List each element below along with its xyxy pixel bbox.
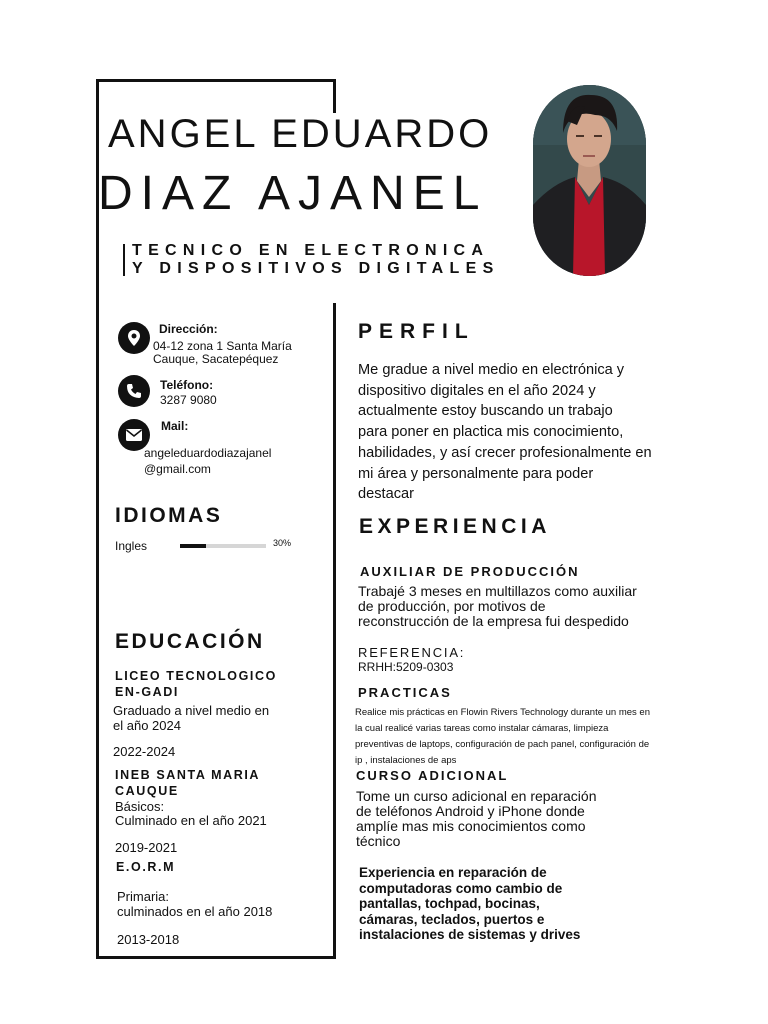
profile-line: habilidades, y así crecer profesionalmente en bbox=[358, 444, 652, 461]
education-desc-line1: Graduado a nivel medio en bbox=[113, 703, 270, 718]
practice-line: Realice mis prácticas en Flowin Rivers Technology durante un mes en bbox=[355, 707, 650, 718]
language-level-bar bbox=[180, 544, 266, 548]
course-line: amplíe mas mis conocimientos como bbox=[356, 818, 586, 834]
phone-label: Teléfono: bbox=[160, 378, 214, 392]
job-title-line1: TECNICO EN ELECTRONICA bbox=[132, 242, 490, 259]
job-title bbox=[132, 242, 500, 278]
education-title-line2: CAUQUE bbox=[115, 784, 179, 798]
experience-heading: EXPERIENCIA bbox=[359, 515, 551, 538]
mail-line1: angeleduardodiazajanel bbox=[144, 446, 272, 460]
education-item-title bbox=[115, 668, 277, 700]
practice-line: la cual realicé varias tareas como instalar cámaras, limpieza bbox=[355, 723, 609, 734]
profile-line: actualmente estoy buscando un trabajo bbox=[358, 403, 613, 420]
course-line: técnico bbox=[356, 833, 401, 849]
job-title-heading: AUXILIAR DE PRODUCCIÓN bbox=[360, 564, 580, 579]
address-line2: Cauque, Sacatepéquez bbox=[153, 352, 279, 366]
profile-line: para poner en plactica mis conocimiento, bbox=[358, 424, 624, 441]
frame-right-lower-line bbox=[333, 303, 336, 959]
profile-line: mi área y personalmente para poder bbox=[358, 465, 594, 482]
job-description bbox=[358, 584, 637, 629]
reference-value: RRHH:5209-0303 bbox=[358, 660, 454, 674]
course-line: Tome un curso adicional en reparación bbox=[356, 788, 597, 804]
frame-top-line bbox=[96, 79, 336, 82]
location-pin-icon bbox=[118, 322, 150, 354]
extra-line: pantallas, tochpad, bocinas, bbox=[359, 896, 540, 911]
mail-label: Mail: bbox=[161, 419, 189, 433]
reference-label: REFERENCIA: bbox=[358, 645, 466, 660]
job-line: Trabajé 3 meses en multillazos como auxiliar bbox=[358, 583, 637, 599]
frame-right-top-line bbox=[333, 79, 336, 113]
languages-heading: IDIOMAS bbox=[115, 504, 223, 527]
practice-heading: PRACTICAS bbox=[358, 685, 452, 700]
education-years: 2022-2024 bbox=[113, 744, 176, 759]
job-line: de producción, por motivos de bbox=[358, 598, 546, 614]
phone-value: 3287 9080 bbox=[160, 393, 217, 407]
extra-experience bbox=[359, 865, 580, 943]
practice-description bbox=[355, 705, 650, 769]
mail-line2: @gmail.com bbox=[144, 462, 211, 476]
extra-line: Experiencia en reparación de bbox=[359, 865, 547, 880]
job-title-line2: Y DISPOSITIVOS DIGITALES bbox=[132, 260, 500, 277]
language-row bbox=[115, 538, 315, 554]
course-heading: CURSO ADICIONAL bbox=[356, 768, 509, 783]
profile-line: destacar bbox=[358, 486, 414, 503]
education-title-line1: LICEO TECNOLOGICO bbox=[115, 669, 277, 683]
address-label: Dirección: bbox=[159, 322, 218, 336]
job-line: reconstrucción de la empresa fui despedido bbox=[358, 613, 629, 629]
name-first-line: ANGEL EDUARDO bbox=[108, 112, 493, 156]
language-name: Ingles bbox=[115, 539, 148, 553]
education-desc-line2: culminados en el año 2018 bbox=[117, 904, 273, 919]
profile-line: Me gradue a nivel medio en electrónica y bbox=[358, 362, 625, 378]
phone-icon bbox=[118, 375, 150, 407]
frame-bottom-line bbox=[96, 956, 336, 959]
title-accent-bar bbox=[123, 244, 125, 276]
extra-line: computadoras como cambio de bbox=[359, 880, 563, 896]
profile-heading: PERFIL bbox=[358, 320, 475, 343]
education-item-title: E.O.R.M bbox=[116, 860, 176, 874]
course-line: de teléfonos Android y iPhone donde bbox=[356, 803, 585, 819]
education-title-line2: EN-GADI bbox=[115, 685, 179, 699]
course-description bbox=[356, 789, 596, 849]
profile-photo bbox=[533, 85, 646, 276]
extra-line: instalaciones de sistemas y drives bbox=[359, 927, 581, 942]
education-desc-line1: Primaria: bbox=[117, 889, 170, 904]
extra-line: cámaras, teclados, puertos e bbox=[359, 911, 545, 927]
address-line1: 04-12 zona 1 Santa María bbox=[153, 339, 292, 353]
education-heading: EDUCACIÓN bbox=[115, 630, 265, 653]
language-level-fill bbox=[180, 544, 206, 548]
profile-line: dispositivo digitales en el año 2024 y bbox=[358, 382, 596, 399]
education-title-line1: INEB SANTA MARIA bbox=[115, 768, 261, 782]
education-desc-line2: el año 2024 bbox=[113, 718, 181, 733]
practice-line: preventivas de laptops, configuración de pach panel, configuración de bbox=[355, 739, 650, 750]
education-item-title bbox=[115, 767, 260, 799]
education-desc-line1: Básicos: bbox=[115, 799, 165, 814]
education-years: 2013-2018 bbox=[117, 932, 180, 947]
language-level-label: 30% bbox=[273, 538, 292, 548]
education-desc-line2: Culminado en el año 2021 bbox=[115, 813, 267, 828]
practice-line: ip , instalaciones de aps bbox=[355, 755, 457, 766]
name-last-line: DIAZ AJANEL bbox=[98, 167, 488, 220]
education-years: 2019-2021 bbox=[115, 840, 178, 855]
profile-text bbox=[358, 360, 652, 505]
